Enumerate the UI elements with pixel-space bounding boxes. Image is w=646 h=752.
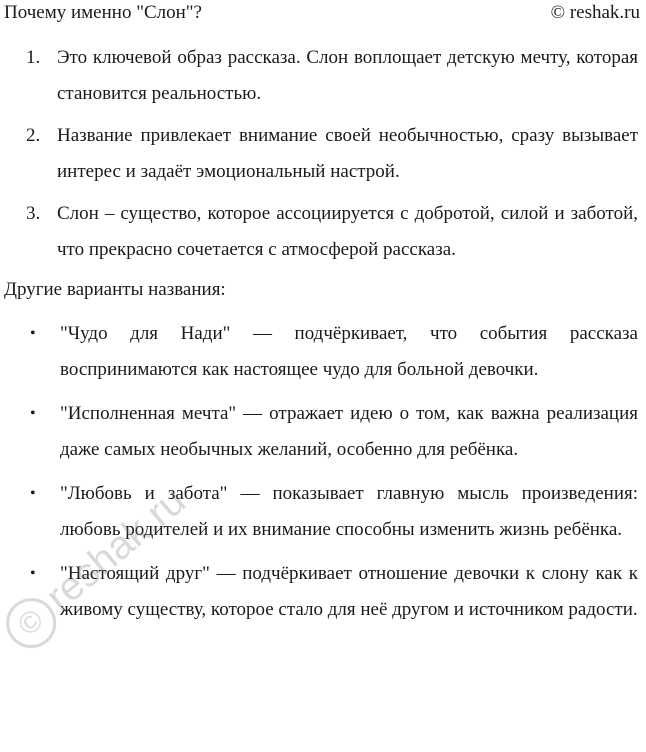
- variant-text: "Чудо для Нади" — подчёркивает, что события рассказа воспринимаются как настоящее чудо для больной девочки.: [60, 323, 638, 380]
- variant-item: [0, 476, 646, 548]
- reason-item: [0, 118, 646, 190]
- reason-text: Это ключевой образ рассказа. Слон воплощает детскую мечту, которая становится реальностью.: [57, 47, 638, 104]
- reasons-list: [0, 40, 646, 268]
- bullet-icon: •: [30, 485, 36, 502]
- document-body: [0, 40, 646, 636]
- variant-text: "Любовь и забота" — показывает главную мысль произведения: любовь родителей и их внимание способны изменить жизнь ребёнка.: [60, 483, 638, 540]
- reason-item: [0, 196, 646, 268]
- reason-text: Название привлекает внимание своей необычностью, сразу вызывает интерес и задаёт эмоциональный настрой.: [57, 125, 638, 182]
- bullet-icon: •: [30, 405, 36, 422]
- reason-item: [0, 40, 646, 112]
- watermark-text: reshak.ru: [37, 478, 194, 620]
- question-heading: Почему именно "Слон"?: [4, 2, 202, 23]
- variant-text: "Исполненная мечта" — отражает идею о том, как важна реализация даже самых необычных желаний, особенно для ребёнка.: [60, 403, 638, 460]
- reason-number: 2.: [26, 125, 41, 146]
- variant-item: [0, 316, 646, 388]
- variants-heading: Другие варианты названия:: [4, 279, 226, 300]
- bullet-icon: •: [30, 325, 36, 342]
- copyright-icon: ©: [0, 588, 66, 658]
- reason-number: 3.: [26, 203, 41, 224]
- copyright-label: © reshak.ru: [550, 2, 640, 23]
- bullet-icon: •: [30, 565, 36, 582]
- reason-text: Слон – существо, которое ассоциируется с добротой, силой и заботой, что прекрасно сочетается с атмосферой рассказа.: [57, 203, 638, 260]
- variant-item: [0, 396, 646, 468]
- page-header: [4, 2, 640, 28]
- variant-item: [0, 556, 646, 628]
- variants-list: [0, 316, 646, 628]
- reason-number: 1.: [26, 47, 41, 68]
- variant-text: "Настоящий друг" — подчёркивает отношение девочки к слону как к живому существу, которое стало для неё другом и источником радости.: [60, 563, 638, 620]
